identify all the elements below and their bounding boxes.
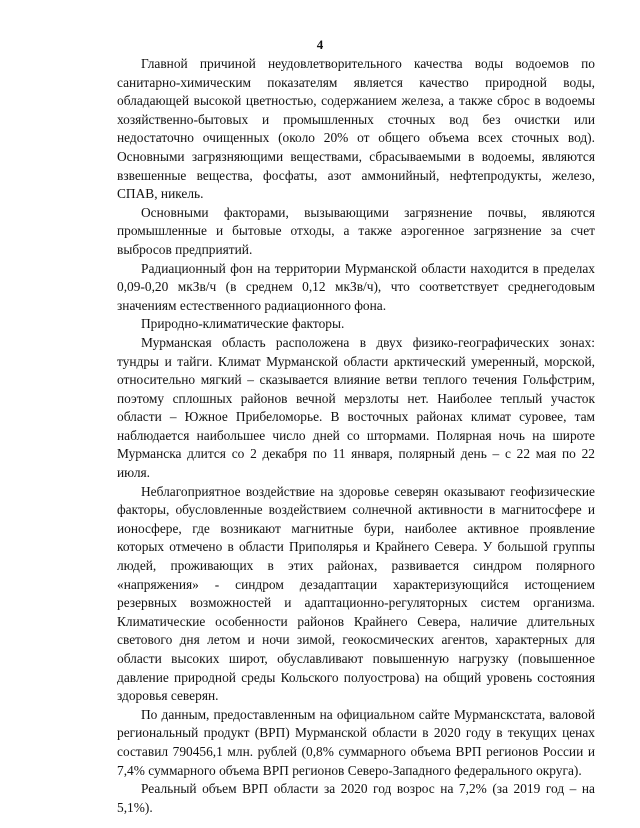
paragraph-grp: По данным, предоставленным на официальном сайте Мурманскстата, валовой региональный продукт (ВРП) Мурманской области в 2020 году в текущих ценах составил 790456,1 млн. рублей (0,8% суммарного объема ВРП регионов России и 7,4% суммарного объема ВРП регионов Северо-Западного федерального округа). [117,706,595,778]
page-number: 4 [316,37,324,52]
paragraph-climate: Мурманская область расположена в двух физико-географических зонах: тундры и тайги. Климат Мурманской области арктический умеренный, морской, относительно мягкий – сказывается влияние ветви теплого течения Гольфстрим, поэтому сплошных районов вечной мерзлоты нет. Наиболее теплый участок области – Южное Прибеломорье. В восточных районах климат суровее, там наблюдается наибольшее число дней со штормами. Полярная ночь на широте Мурманска длится со 2 декабря по 11 января, полярный день – с 22 мая по 22 июля. [117,334,595,481]
section-heading-climate: Природно-климатические факторы. [141,316,345,332]
paragraph-geophysical-factors: Неблагоприятное воздействие на здоровье северян оказывают геофизические факторы, обусловленные воздействием солнечной активности в магнитосфере и ионосфере, где возникают магнитные бури, наиболее активное проявление которых отмечено в области Приполярья и Крайнего Севера. У большой группы людей, проживающих в этих районах, развивается синдром полярного «напряжения» - синдром дезадаптации характеризующийся истощением резервных возможностей и адаптационно-регуляторных систем организма. Климатические особенности районов Крайнего Севера, наличие длительных светового дня летом и ночи зимой, геокосмических агентов, характерных для области высоких широт, обуславливают повышенную нагрузку (повышенное давление природной среды Кольского полуострова) на общий уровень состояния здоровья северян. [117,483,595,704]
paragraph-water-quality: Главной причиной неудовлетворительного качества воды водоемов по санитарно-химическим показателям является качество природной воды, обладающей высокой цветностью, содержанием железа, а также сброс в водоемы хозяйственно-бытовых и промышленных сточных вод без очистки или недостаточно очищенных (около 20% от общего объема всех сточных вод). Основными загрязняющими веществами, сбрасываемыми в водоемы, являются взвешенные вещества, фосфаты, азот аммонийный, нефтепродукты, железо, СПАВ, никель. [117,56,595,202]
paragraph-grp-growth: Реальный объем ВРП области за 2020 год возрос на 7,2% (за 2019 год – на 5,1%). [117,781,595,815]
paragraph-soil-pollution: Основными факторами, вызывающими загрязнение почвы, являются промышленные и бытовые отходы, а также аэрогенное загрязнение за счет выбросов предприятий. [117,204,595,257]
page-body [117,55,595,817]
paragraph-radiation: Радиационный фон на территории Мурманской области находится в пределах 0,09-0,20 мкЗв/ч (в среднем 0,12 мкЗв/ч), что соответствует среднегодовым значениям естественного радиационного фона. [117,260,595,313]
